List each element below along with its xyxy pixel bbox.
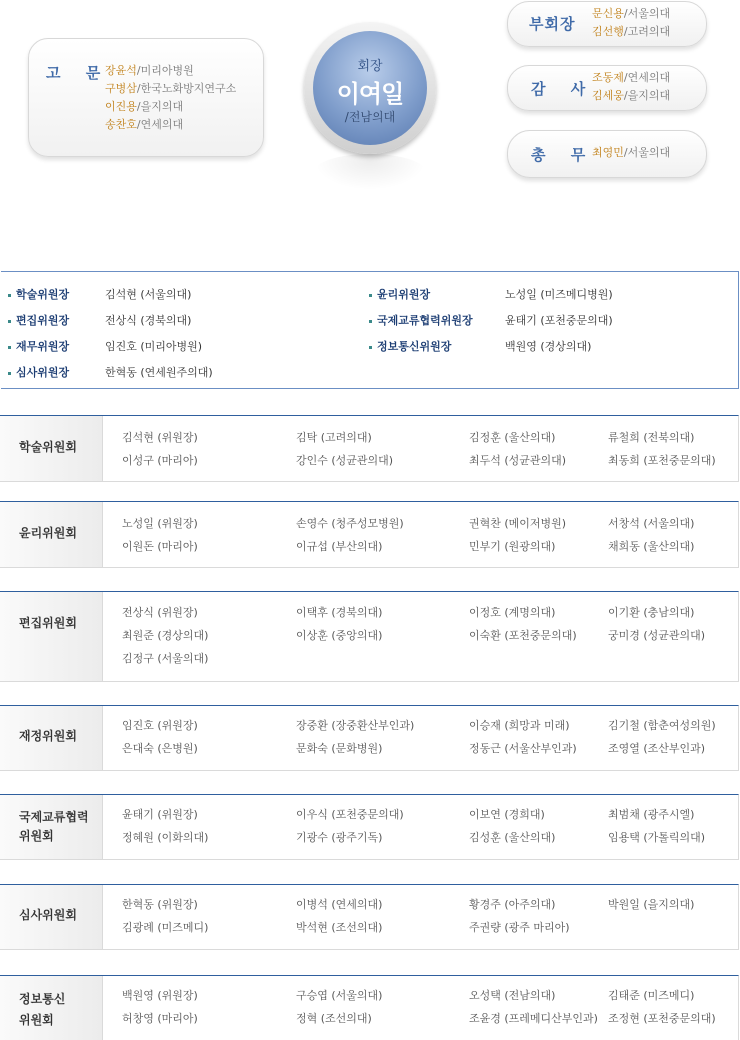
member: 최범채 (광주시엘)	[608, 808, 695, 821]
advisor-aff: /연세의대	[136, 118, 184, 131]
advisor-name: 이진용	[105, 100, 137, 113]
member: 이택후 (경북의대)	[296, 606, 383, 619]
member: 이병석 (연세의대)	[296, 898, 383, 911]
committee-label	[0, 885, 103, 949]
auditor-name: 김세웅	[592, 89, 624, 102]
member: 이보연 (경희대)	[469, 808, 545, 821]
member: 노성일 (위원장)	[122, 517, 198, 530]
committee-ethics	[0, 501, 739, 568]
committee-it	[0, 975, 739, 1040]
committee-editorial	[0, 591, 739, 682]
president-name: 이여일	[336, 80, 404, 108]
committee-name: 정보통신	[19, 992, 66, 1006]
member: 김정훈 (울산의대)	[469, 431, 556, 444]
member: 류철희 (전북의대)	[608, 431, 695, 444]
advisor-name: 장윤석	[105, 64, 137, 77]
member: 최두석 (성균관의대)	[469, 454, 567, 467]
officer-title: 국제교류협력위원장	[377, 314, 473, 327]
president-reflection	[314, 154, 426, 190]
committee-name: 국제교류협력	[19, 810, 89, 824]
committee-international	[0, 794, 739, 860]
officer-name: 노성일 (미즈메디병원)	[505, 288, 613, 301]
member: 기광수 (광주기독)	[296, 831, 383, 844]
general-name: 최영민	[592, 146, 624, 159]
president-affiliation: /전남의대	[344, 110, 396, 124]
member: 김석현 (위원장)	[122, 431, 198, 444]
vice-president-role: 부회장	[529, 15, 576, 33]
officer-name: 백원영 (경상의대)	[505, 340, 592, 353]
committee-label	[0, 706, 103, 770]
committee-finance	[0, 705, 739, 771]
advisor-aff: /을지의대	[136, 100, 184, 113]
member: 윤태기 (위원장)	[122, 808, 198, 821]
member: 구승엽 (서울의대)	[296, 989, 383, 1002]
committee-label	[0, 795, 103, 859]
officer-name: 한혁동 (연세원주의대)	[105, 366, 213, 379]
bullet-icon	[8, 320, 11, 323]
vice-aff: /서울의대	[623, 7, 671, 20]
committee-name: 윤리위원회	[19, 526, 77, 540]
member: 허창영 (마리아)	[122, 1012, 198, 1025]
officer-name: 임진호 (미리아병원)	[105, 340, 203, 353]
committee-name: 학술위원회	[19, 440, 77, 454]
member: 강인수 (성균관의대)	[296, 454, 394, 467]
general-affairs-role: 총 무	[531, 146, 596, 164]
member: 김광례 (미즈메디)	[122, 921, 209, 934]
member: 손영수 (청주성모병원)	[296, 517, 404, 530]
member: 이우식 (포천중문의대)	[296, 808, 404, 821]
vice-president-members	[592, 5, 670, 41]
committee-name: 위원회	[19, 829, 54, 843]
member: 조윤경 (프레메디산부인과)	[469, 1012, 598, 1025]
member: 조정현 (포천중문의대)	[608, 1012, 716, 1025]
advisor-name: 송찬호	[105, 118, 137, 131]
bullet-icon	[8, 372, 11, 375]
member: 민부기 (원광의대)	[469, 540, 556, 553]
member: 이승재 (희망과 미래)	[469, 719, 570, 732]
committee-name: 편집위원회	[19, 616, 77, 630]
member: 오성택 (전남의대)	[469, 989, 556, 1002]
advisor-members	[105, 62, 236, 134]
auditor-aff: /연세의대	[623, 71, 671, 84]
bullet-icon	[369, 294, 372, 297]
member: 박석현 (조선의대)	[296, 921, 383, 934]
committee-academic	[0, 415, 739, 482]
committee-label	[0, 502, 103, 567]
member: 백원영 (위원장)	[122, 989, 198, 1002]
member: 임용택 (가톨릭의대)	[608, 831, 706, 844]
bullet-icon	[369, 320, 372, 323]
officer-name: 윤태기 (포천중문의대)	[505, 314, 613, 327]
bullet-icon	[369, 346, 372, 349]
advisor-name: 구병삼	[105, 82, 137, 95]
committee-name: 위원회	[19, 1013, 54, 1027]
president-title: 회장	[357, 59, 383, 74]
officer-name: 김석현 (서울의대)	[105, 288, 192, 301]
member: 정혁 (조선의대)	[296, 1012, 372, 1025]
member: 김태준 (미즈메디)	[608, 989, 695, 1002]
committee-label	[0, 976, 103, 1040]
member: 김정구 (서울의대)	[122, 652, 209, 665]
auditor-name: 조동제	[592, 71, 624, 84]
officer-title: 정보통신위원장	[377, 340, 452, 353]
member: 최원준 (경상의대)	[122, 629, 209, 642]
member: 김탁 (고려의대)	[296, 431, 372, 444]
member: 이원돈 (마리아)	[122, 540, 198, 553]
officer-title: 재무위원장	[16, 340, 70, 353]
president-badge	[304, 22, 436, 154]
president-badge-inner	[313, 31, 427, 145]
member: 박원일 (을지의대)	[608, 898, 695, 911]
vice-aff: /고려의대	[623, 25, 671, 38]
member: 이성구 (마리아)	[122, 454, 198, 467]
member: 최동희 (포천중문의대)	[608, 454, 716, 467]
member: 조영열 (조산부인과)	[608, 742, 706, 755]
officer-title: 심사위원장	[16, 366, 70, 379]
officer-name: 전상식 (경북의대)	[105, 314, 192, 327]
advisor-role: 고 문	[46, 64, 111, 82]
committee-label	[0, 416, 103, 481]
member: 정동근 (서울산부인과)	[469, 742, 577, 755]
general-aff: /서울의대	[623, 146, 671, 159]
member: 전상식 (위원장)	[122, 606, 198, 619]
member: 서창석 (서울의대)	[608, 517, 695, 530]
committee-label	[0, 592, 103, 681]
advisor-aff: /미리아병원	[136, 64, 194, 77]
bullet-icon	[8, 294, 11, 297]
member: 문화숙 (문화병원)	[296, 742, 383, 755]
member: 이정호 (계명의대)	[469, 606, 556, 619]
member: 김기철 (함춘여성의원)	[608, 719, 716, 732]
officer-title: 편집위원장	[16, 314, 70, 327]
vice-name: 김선행	[592, 25, 624, 38]
member: 권혁찬 (메이저병원)	[469, 517, 567, 530]
committee-name: 재정위원회	[19, 729, 77, 743]
member: 이상훈 (중앙의대)	[296, 629, 383, 642]
member: 이기환 (충남의대)	[608, 606, 695, 619]
member: 은대숙 (은병원)	[122, 742, 198, 755]
officer-title: 학술위원장	[16, 288, 70, 301]
officer-title: 윤리위원장	[377, 288, 431, 301]
auditor-aff: /을지의대	[623, 89, 671, 102]
member: 정혜원 (이화의대)	[122, 831, 209, 844]
auditor-role: 감 사	[531, 80, 596, 98]
member: 궁미경 (성균관의대)	[608, 629, 706, 642]
member: 장중환 (장중환산부인과)	[296, 719, 415, 732]
member: 이규섭 (부산의대)	[296, 540, 383, 553]
member: 임진호 (위원장)	[122, 719, 198, 732]
committee-review	[0, 884, 739, 950]
member: 황경주 (아주의대)	[469, 898, 556, 911]
member: 이숙환 (포천중문의대)	[469, 629, 577, 642]
member: 김성훈 (울산의대)	[469, 831, 556, 844]
member: 채희동 (울산의대)	[608, 540, 695, 553]
general-affairs-members	[592, 144, 670, 162]
bullet-icon	[8, 346, 11, 349]
committee-name: 심사위원회	[19, 908, 77, 922]
vice-name: 문신용	[592, 7, 624, 20]
member: 주권량 (광주 마리아)	[469, 921, 570, 934]
member: 한혁동 (위원장)	[122, 898, 198, 911]
advisor-aff: /한국노화방지연구소	[136, 82, 237, 95]
auditor-members	[592, 69, 670, 105]
